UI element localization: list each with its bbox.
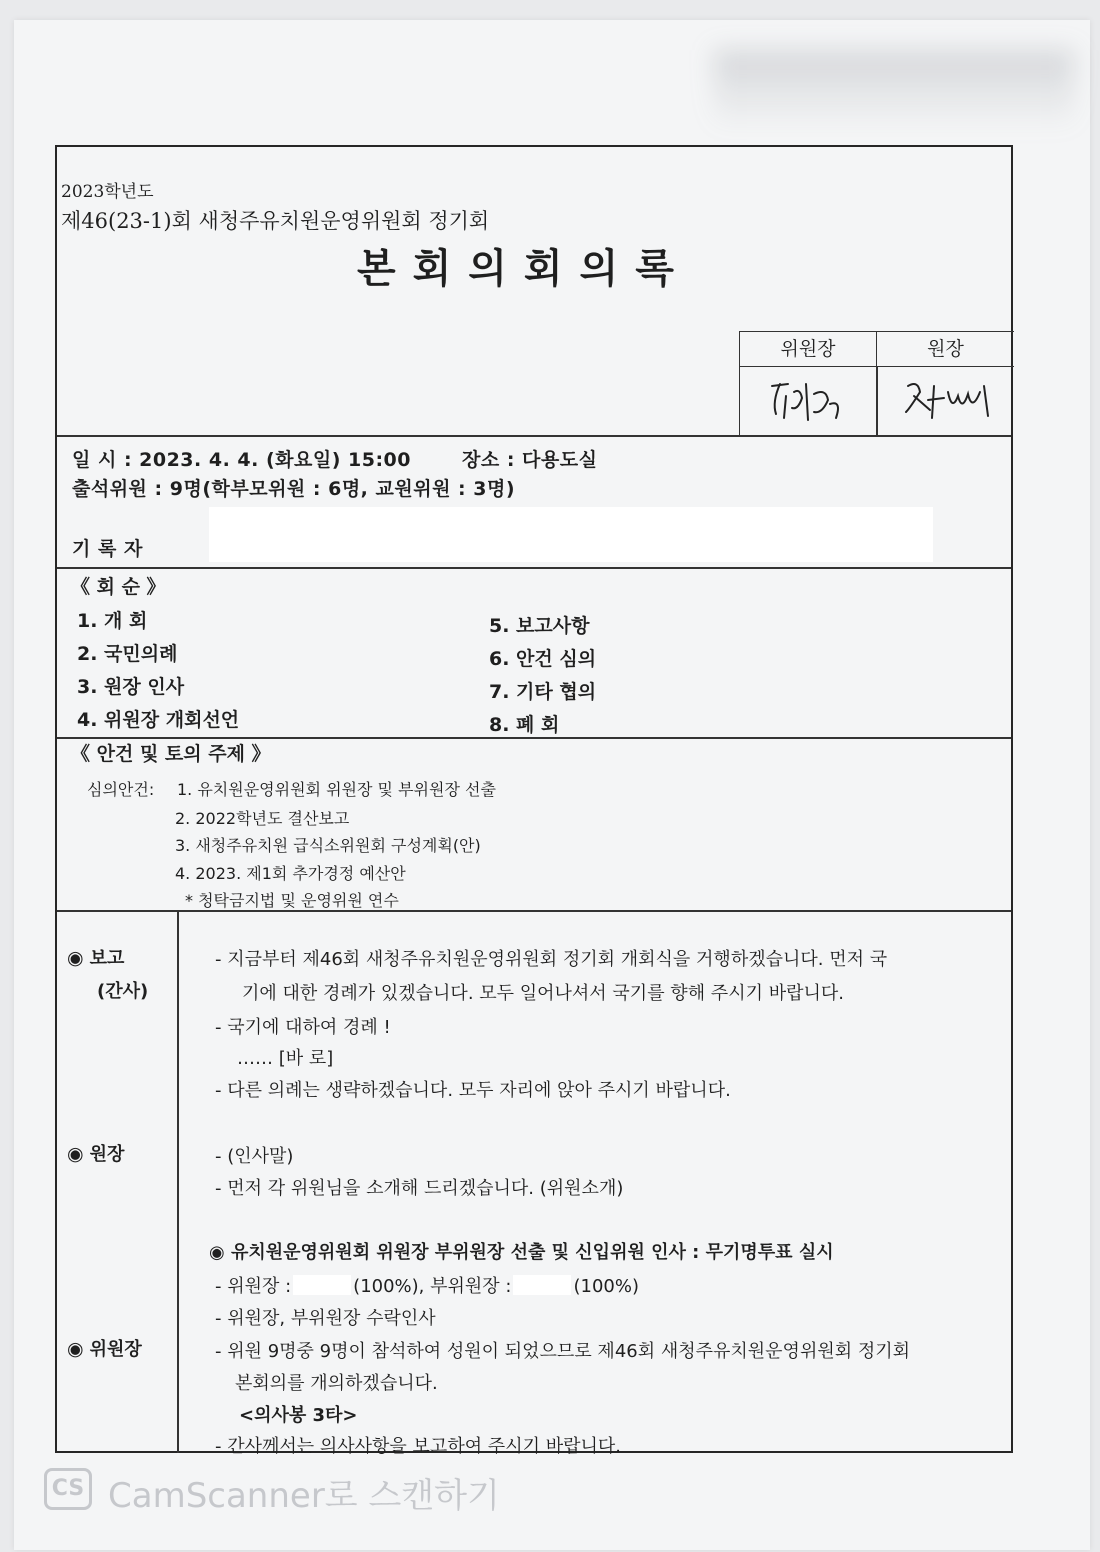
agenda-divider: [57, 910, 1011, 912]
election-heading: ◉ 유치원운영위원회 위원장 부위원장 선출 및 신입위원 인사 : 무기명투표 실시: [209, 1242, 834, 1263]
school-year: 2023학년도: [61, 182, 154, 202]
agenda-label: 심의안건:: [87, 780, 155, 799]
approval-signature-table: [739, 331, 1014, 437]
meeting-datetime: 일 시 : 2023. 4. 4. (화요일) 15:00: [72, 449, 411, 471]
speaker-column-divider: [177, 911, 179, 1453]
order-item: 4. 위원장 개회선언: [77, 709, 240, 731]
redaction-box: [209, 507, 933, 562]
order-item: 6. 안건 심의: [489, 648, 597, 670]
gavel-note: <의사봉 3타>: [239, 1405, 358, 1426]
attendance: 출석위원 : 9명(학부모위원 : 6명, 교원위원 : 3명): [72, 478, 516, 500]
minutes-line: - 국기에 대하여 경례 !: [215, 1017, 391, 1038]
info-divider: [57, 567, 1011, 569]
agenda-item: 2. 2022학년도 결산보고: [175, 809, 350, 828]
vice-chair-result-percent: (100%): [573, 1276, 639, 1297]
redacted-name: [293, 1275, 351, 1295]
order-item: 2. 국민의례: [77, 643, 178, 665]
speaker-director: [67, 1140, 124, 1166]
bullseye-icon: ◉: [67, 947, 84, 969]
agenda-note: * 청탁금지법 및 운영위원 연수: [185, 891, 399, 910]
minutes-line: - (인사말): [215, 1146, 294, 1167]
meeting-place: 장소 : 다용도실: [462, 449, 598, 471]
minutes-line: - 먼저 각 위원님을 소개해 드리겠습니다. (위원소개): [215, 1178, 624, 1199]
order-heading: 《 회 순 》: [71, 576, 166, 598]
agenda-item: 3. 새청주유치원 급식소위원회 구성계획(안): [175, 836, 481, 855]
order-item: 3. 원장 인사: [77, 676, 185, 698]
minutes-line: 본회의를 개의하겠습니다.: [235, 1373, 438, 1394]
document-title: 본회의회의록: [357, 246, 691, 292]
speaker-report-role: (간사): [97, 981, 149, 1002]
vice-chair-result-label: (100%), 부위원장 :: [353, 1276, 512, 1297]
election-result: [215, 1272, 639, 1298]
director-signature: [900, 372, 1000, 426]
bullseye-icon: ◉: [67, 1143, 84, 1165]
recorder-label: 기 록 자: [72, 538, 143, 560]
order-item: 8. 폐 회: [489, 714, 560, 736]
speaker-label: 보고: [89, 948, 125, 969]
agenda-item: 4. 2023. 제1회 추가경정 예산안: [175, 864, 406, 883]
chair-signature-label: 위원장: [740, 332, 877, 367]
minutes-line: 기에 대한 경례가 있겠습니다. 모두 일어나셔서 국기를 향해 주시기 바랍니다.: [242, 983, 844, 1004]
minutes-document: [55, 145, 1013, 1457]
header-divider: [57, 435, 1011, 437]
minutes-line: - 위원장, 부위원장 수락인사: [215, 1308, 436, 1329]
camscanner-watermark: CamScanner로 스캔하기: [108, 1476, 500, 1516]
minutes-line: - 다른 의례는 생략하겠습니다. 모두 자리에 앉아 주시기 바랍니다.: [215, 1080, 731, 1101]
agenda-heading: 《 안건 및 토의 주제 》: [71, 743, 271, 765]
speaker-label: 원장: [89, 1144, 125, 1165]
minutes-line: - 간사께서는 의사사항을 보고하여 주시기 바랍니다.: [215, 1436, 621, 1457]
order-item: 7. 기타 협의: [489, 681, 597, 703]
meeting-name: 제46(23-1)회 새청주유치원운영위원회 정기회: [61, 209, 490, 233]
speaker-label: 위원장: [89, 1339, 142, 1360]
agenda-item: 1. 유치원운영위원회 위원장 및 부위원장 선출: [177, 780, 496, 799]
chair-result-label: - 위원장 :: [215, 1276, 292, 1297]
signature-divider: [876, 366, 878, 437]
chair-signature: [766, 374, 856, 426]
director-signature-label: 원장: [877, 332, 1014, 367]
minutes-line: - 위원 9명중 9명이 참석하여 성원이 되었으므로 제46회 새청주유치원운영위원회 정기회: [215, 1341, 910, 1362]
minutes-line: - 지금부터 제46회 새청주유치원운영위원회 정기회 개회식을 거행하겠습니다. 먼저 국: [215, 949, 888, 970]
speaker-report: [67, 944, 124, 970]
order-item: 5. 보고사항: [489, 615, 590, 637]
order-item: 1. 개 회: [77, 610, 148, 632]
bullseye-icon: ◉: [67, 1338, 84, 1360]
minutes-line: …… [바 로]: [237, 1048, 334, 1069]
speaker-chair: [67, 1335, 142, 1361]
camscanner-logo: CS: [44, 1468, 92, 1510]
redacted-name: [513, 1275, 571, 1295]
